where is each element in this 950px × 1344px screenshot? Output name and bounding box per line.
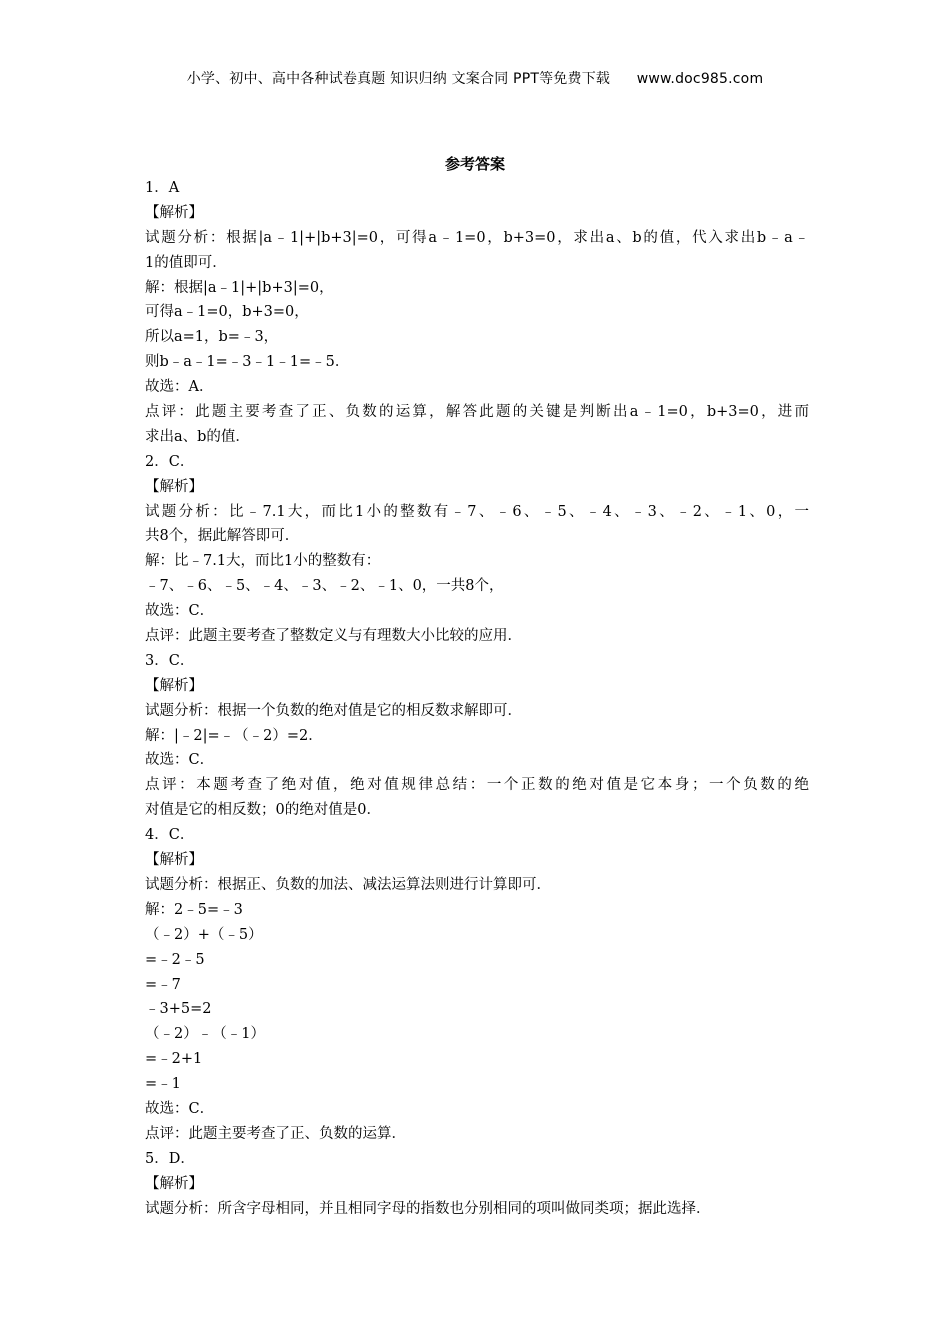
text-line: 解：比﹣7.1大，而比1小的整数有： [145, 553, 381, 570]
text-line: 1的值即可． [145, 254, 227, 271]
text-line: 故选：C． [145, 603, 215, 620]
text-line: ﹣3+5=2 [145, 1001, 212, 1018]
text-line: 点评：此题主要考查了正、负数的运算． [145, 1125, 406, 1142]
text-line: 1．A [145, 180, 180, 196]
text-line: 试题分析：比﹣7.1大，而比1小的整数有﹣7、﹣6、﹣5、﹣4、﹣3、﹣2、﹣1、0，一 [145, 503, 809, 520]
page-title: 参考答案 [444, 155, 505, 173]
text-line: 可得a﹣1=0，b+3=0， [145, 304, 309, 321]
text-line: 【解析】 [145, 1175, 203, 1192]
text-line: 试题分析：根据|a﹣1|+|b+3|=0，可得a﹣1=0，b+3=0，求出a、b的值，代入求出b﹣a﹣ [145, 229, 809, 246]
text-line: 点评：此题主要考查了正、负数的运算，解答此题的关键是判断出a﹣1=0，b+3=0，进而 [145, 404, 809, 421]
text-line: =﹣2+1 [145, 1051, 203, 1068]
text-line: =﹣7 [145, 976, 181, 993]
text-line: 对值是它的相反数；0的绝对值是0． [145, 802, 381, 819]
text-line: 解：根据|a﹣1|+|b+3|=0， [145, 279, 334, 296]
text-line: 解：2﹣5=﹣3 [145, 901, 243, 918]
text-line: 【解析】 [145, 677, 203, 694]
page-header [0, 68, 950, 88]
text-line: =﹣1 [145, 1076, 181, 1093]
header-url[interactable]: www.doc985.com [636, 71, 764, 87]
text-line: 试题分析：所含字母相同，并且相同字母的指数也分别相同的项叫做同类项；据此选择． [145, 1200, 711, 1217]
text-line: （﹣2）﹣（﹣1） [145, 1026, 265, 1043]
header-text: 小学、初中、高中各种试卷真题 知识归纳 文案合同 PPT等免费下载 [186, 71, 611, 87]
text-line: 【解析】 [145, 204, 203, 221]
text-line: 则b﹣a﹣1=﹣3﹣1﹣1=﹣5． [145, 354, 350, 371]
text-line: 故选：C． [145, 752, 215, 769]
text-line: 2．C． [145, 453, 195, 470]
text-line: 故选：C． [145, 1100, 215, 1117]
text-line: 故选：A． [145, 379, 214, 396]
text-line: 点评：本题考查了绝对值，绝对值规律总结：一个正数的绝对值是它本身；一个负数的绝 [145, 777, 809, 794]
text-line: =﹣2﹣5 [145, 951, 205, 968]
text-line: 所以a=1，b=﹣3， [145, 329, 279, 346]
text-line: 5．D． [145, 1150, 195, 1167]
text-line: 3．C． [145, 652, 195, 669]
text-line: 试题分析：根据正、负数的加法、减法运算法则进行计算即可． [145, 876, 551, 893]
text-line: 共8个，据此解答即可． [145, 528, 300, 545]
text-line: 试题分析：根据一个负数的绝对值是它的相反数求解即可． [145, 702, 522, 719]
text-line: （﹣2）+（﹣5） [145, 926, 263, 943]
text-line: 点评：此题主要考查了整数定义与有理数大小比较的应用． [145, 628, 522, 645]
text-line: 【解析】 [145, 478, 203, 495]
answer-body [145, 176, 809, 1221]
text-line: 【解析】 [145, 852, 203, 869]
text-line: ﹣7、﹣6、﹣5、﹣4、﹣3、﹣2、﹣1、0，一共8个， [145, 578, 504, 595]
text-line: 解：|﹣2|=﹣（﹣2）=2． [145, 727, 323, 744]
text-line: 求出a、b的值． [145, 428, 250, 445]
text-line: 4．C． [145, 827, 195, 844]
